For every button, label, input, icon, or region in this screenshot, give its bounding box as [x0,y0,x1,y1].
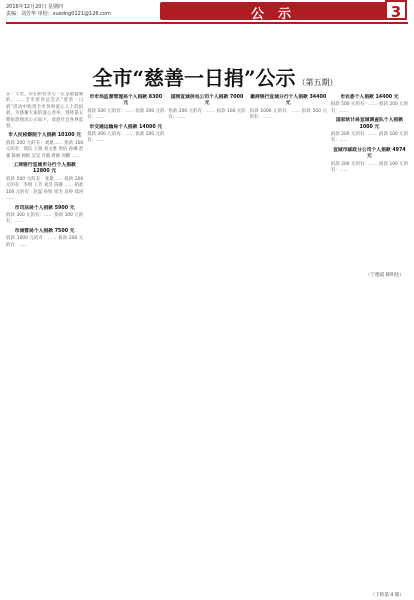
section-title: 市交通运输局个人捐款 14000 元 [89,124,163,130]
section-text: 捐款 1000 元的有：…… 捐款 500 元的有：…… [249,108,327,121]
section-title: 工商银行宣城市分行个人捐款 12800 元 [13,163,76,175]
byline: （宁德道 韩明达） [365,273,404,278]
page-headline [70,62,360,91]
section-title: 国家统计局宣城调查队个人捐款 1000 元 [335,118,403,130]
section-title: 国网宣城供电公司个人捐款 7000 元 [170,95,244,107]
section-text: 捐款 300 元的有：…… 捐款 200 元的有：…… [87,132,165,144]
column-5 [331,92,408,590]
section-text: 捐款 1000 元的有：…… 捐款 200 元的有：…… [6,236,84,248]
article-columns [6,92,408,590]
section-title: 宣城市邮政分公司个人捐款 4974 元 [333,147,406,160]
intro-paragraph: 在一天里，你们的慈善心一定是最温暖的。……全市慈善总会在“慈善一日捐”活动中收到全市各界爱心人士的捐款，为感谢大家的爱心善举，现将第五期捐款情况公示如下，欢迎社会各界监督。 [6,92,84,130]
section-label: 公示 [250,7,305,22]
section-title: 徽商银行宣城分行个人捐款 34400 元 [250,95,327,107]
section-title: 市农委个人捐款 14400 元 [340,95,399,100]
column-4 [250,92,327,590]
section-title: 市人民检察院个人捐款 10100 元 [8,133,81,139]
section-title: 市市场监督管理局个人捐款 8300 元 [89,95,163,107]
continued-note: （下转第 4 版） [370,593,404,598]
editor-line: 责编：刘芳华 审校：xuedng0121@126.com [6,11,111,17]
issue-date: 2016年12月20日 星期四 [6,4,64,10]
column-1 [6,92,83,590]
section-text: 捐款 300 元的有：…… 捐款 100 元的有：…… [6,212,84,225]
section-title: 市司法局个人捐款 5900 元 [14,205,75,211]
headline-title: 全市“慈善一日捐”公示 [92,66,296,90]
masthead-meta [6,4,156,18]
header-rule [6,22,408,24]
headline-issue: （第五期） [297,78,338,87]
section-title: 市城管局个人捐款 7500 元 [14,228,75,234]
section-text: 捐款 500 元的有：…… 捐款 200 元的有：…… [87,108,165,121]
section-text: 捐款 200 元的有：…… 捐款 100 元的有：…… [330,132,409,144]
column-2 [87,92,164,590]
page-number: 3 [385,0,407,20]
section-text: 捐款 500 元的有：…… 捐款 200 元的有：…… [330,102,409,114]
section-text: 捐款 200 元的有：…… 捐款 100 元的有：…… [330,161,409,174]
section-text: 捐款 200 元的有：刘建…… 捐款 100 元的有：郑洁 王锐 刘文胜 周洁 孙琳 赵强 陈丽 杨帆 吴昊 许敏 唐静 何鹏 …… [6,140,84,159]
column-3 [168,92,245,590]
section-text: 捐款 500 元的有：张建…… 捐款 200 元的有：李明 王芳 刘洋 陈静 …… 捐款 100 元的有：赵磊 孙悦 周杰 吴婷 郑涛 …… [6,176,84,202]
section-text: 捐款 200 元的有：…… 捐款 100 元的有：…… [168,108,246,121]
section-banner [160,2,396,20]
